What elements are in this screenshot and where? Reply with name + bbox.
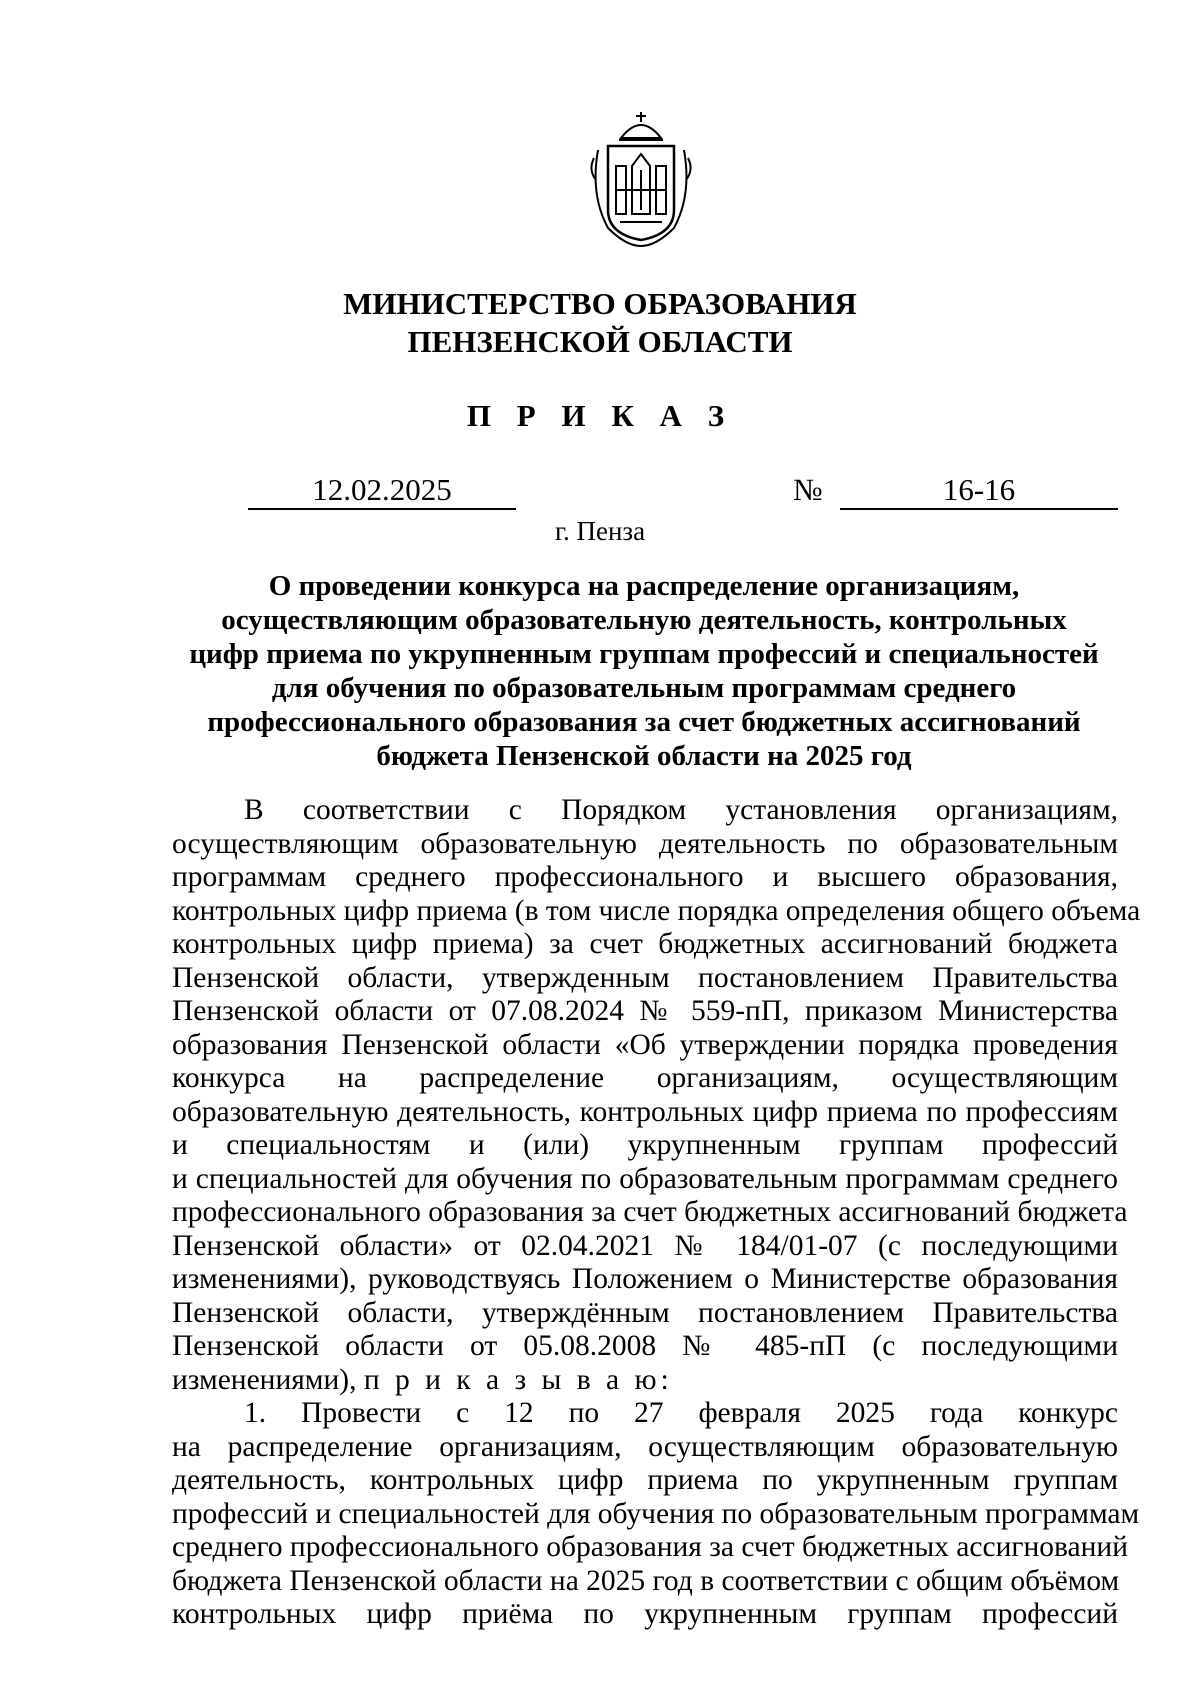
body-line: профессионального образования за счет бюджетных ассигнований бюджета bbox=[172, 1196, 1128, 1228]
subject-line: для обучения по образовательным программам среднего bbox=[271, 672, 1017, 704]
body-line: образования Пензенской области «Об утверждении порядка проведения bbox=[172, 1028, 1118, 1061]
body-line: конкурса на распределение организациям, осуществляющим bbox=[172, 1062, 1118, 1094]
body-line: образовательную деятельность, контрольных цифр приема по профессиям bbox=[172, 1095, 1118, 1128]
body-line: Пензенской области, утвержденным постановлением Правительства bbox=[172, 961, 1118, 994]
body-line: программам среднего профессионального и высшего образования, bbox=[172, 861, 1118, 893]
body-line: профессий и специальностей для обучения по образовательным программам bbox=[172, 1497, 1140, 1530]
order-subject bbox=[170, 569, 1118, 773]
body-line: и специальностей для обучения по образовательным программам среднего bbox=[172, 1162, 1118, 1195]
body-line: контрольных цифр приёма по укрупненным группам профессий bbox=[172, 1598, 1118, 1630]
order-body bbox=[172, 794, 1141, 1632]
number-sign: № bbox=[793, 472, 823, 507]
city-name: г. Пенза bbox=[554, 516, 646, 546]
body-line: Пензенской области от 05.08.2008 № 485-пП (с последующими bbox=[172, 1330, 1118, 1362]
order-directive-word: п р и к а з ы в а ю: bbox=[363, 1363, 673, 1396]
subject-line: осуществляющим образовательную деятельность, контрольных bbox=[221, 604, 1067, 636]
body-line: Пензенской области от 07.08.2024 № 559-пП, приказом Министерства bbox=[172, 995, 1118, 1027]
subject-line: бюджета Пензенской области на 2025 год bbox=[376, 740, 912, 772]
date-underline bbox=[248, 508, 516, 510]
body-line: контрольных цифр приема (в том числе порядка определения общего объема bbox=[172, 894, 1141, 927]
coat-of-arms-emblem bbox=[586, 110, 696, 250]
body-line-order-word bbox=[172, 1364, 1118, 1398]
body-line: и специальностям и (или) укрупненным группам профессий bbox=[172, 1129, 1118, 1161]
body-line: В соответствии с Порядком установления организациям, bbox=[244, 794, 1118, 826]
body-line: 1. Провести с 12 по 27 февраля 2025 года конкурс bbox=[244, 1397, 1118, 1429]
subject-line: цифр приема по укрупненным группам профессий и специальностей bbox=[189, 638, 1099, 670]
ministry-name-line-2: ПЕНЗЕНСКОЙ ОБЛАСТИ bbox=[407, 324, 793, 359]
subject-line: О проведении конкурса на распределение организациям, bbox=[268, 570, 1020, 602]
number-underline bbox=[840, 508, 1118, 510]
ministry-name-line-1: МИНИСТЕРСТВО ОБРАЗОВАНИЯ bbox=[343, 286, 857, 321]
body-line: Пензенской области» от 02.04.2021 № 184/01-07 (с последующими bbox=[172, 1229, 1118, 1262]
body-line: на распределение организациям, осуществляющим образовательную bbox=[172, 1430, 1118, 1463]
body-line: деятельность, контрольных цифр приема по укрупненным группам bbox=[172, 1464, 1118, 1496]
body-line: осуществляющим образовательную деятельность по образовательным bbox=[172, 827, 1118, 860]
order-title: П Р И К А З bbox=[466, 398, 734, 433]
body-line: Пензенской области, утверждённым постановлением Правительства bbox=[172, 1296, 1118, 1329]
body-line: бюджета Пензенской области на 2025 год в соответствии с общим объёмом bbox=[172, 1564, 1120, 1597]
subject-line: профессионального образования за счет бюджетных ассигнований bbox=[207, 706, 1081, 738]
body-line-prefix: изменениями), bbox=[172, 1363, 357, 1396]
body-line: контрольных цифр приема) за счет бюджетных ассигнований бюджета bbox=[172, 928, 1118, 960]
body-line: среднего профессионального образования за счет бюджетных ассигнований bbox=[172, 1531, 1128, 1563]
body-line: изменениями), руководствуясь Положением о Министерстве образования bbox=[172, 1263, 1118, 1295]
order-date: 12.02.2025 bbox=[312, 472, 452, 507]
order-number: 16-16 bbox=[942, 472, 1016, 507]
